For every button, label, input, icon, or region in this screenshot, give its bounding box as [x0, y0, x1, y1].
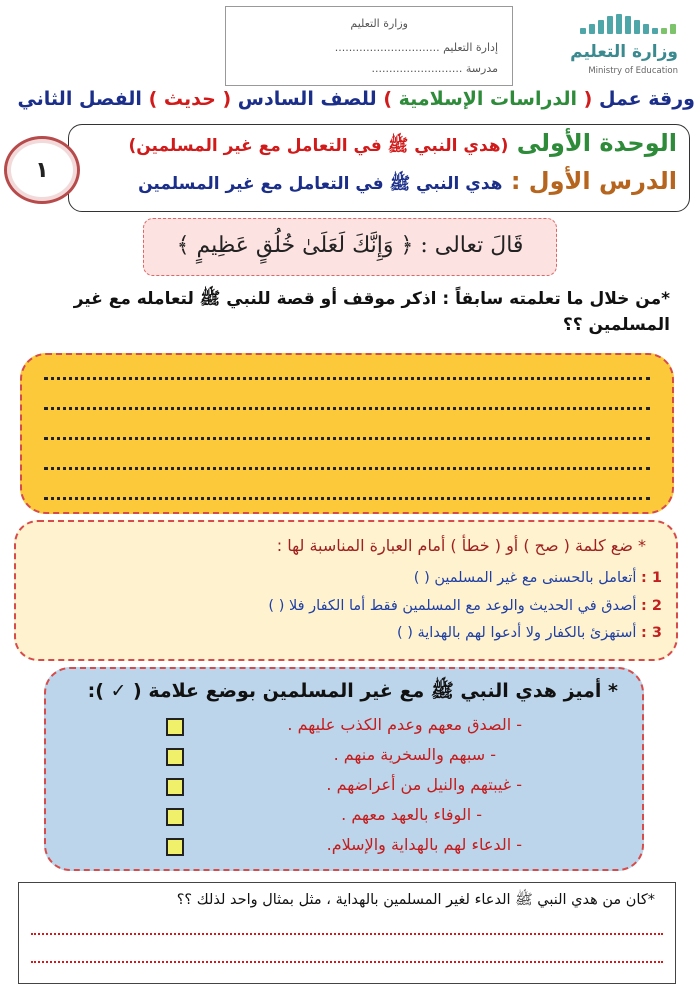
- title-paren: ): [383, 88, 392, 110]
- school-stamp-box: [225, 6, 513, 86]
- example-question-box: [18, 882, 676, 984]
- item-number: 2 :: [641, 598, 662, 614]
- item-number: 3 :: [641, 625, 662, 641]
- logo-mark-icon: [580, 12, 676, 40]
- answer-box-story[interactable]: [20, 353, 674, 514]
- checkbox[interactable]: [166, 808, 184, 826]
- stamp-ministry: وزارة التعليم: [350, 17, 408, 30]
- item-text: أصدق في الحديث والوعد مع المسلمين فقط أما الكفار فلا ( ): [268, 598, 637, 614]
- answer-line[interactable]: [44, 437, 650, 440]
- example-question: *كان من هدي النبي ﷺ الدعاء لغير المسلمين بالهداية ، مثل بمثال واحد لذلك ؟؟: [176, 892, 655, 908]
- answer-line[interactable]: [44, 497, 650, 500]
- quran-verse: قَالَ تعالى : ﴿ وَإِنَّكَ لَعَلَىٰ خُلُقٍ عَظِيمٍ ﴾: [143, 218, 557, 276]
- title-subject: الدراسات الإسلامية: [398, 88, 578, 110]
- checkbox[interactable]: [166, 718, 184, 736]
- title-branch: حديث: [163, 88, 216, 110]
- title-prefix: ورقة عمل: [598, 88, 695, 110]
- unit-label: الوحدة الأولى: [516, 129, 677, 157]
- logo-arabic-text: وزارة التعليم: [570, 42, 678, 62]
- checkmark-item: - الصدق معهم وعدم الكذب عليهم .: [287, 715, 522, 734]
- logo-english-text: Ministry of Education: [588, 66, 678, 76]
- answer-line[interactable]: [44, 467, 650, 470]
- checkmark-item: - الوفاء بالعهد معهم .: [341, 805, 482, 824]
- title-paren: (: [583, 88, 593, 110]
- lesson-title: هدي النبي ﷺ في التعامل مع غير المسلمين: [138, 174, 503, 194]
- checkmark-item: - سبهم والسخرية منهم .: [333, 745, 496, 764]
- unit-title: (هدي النبي ﷺ في التعامل مع غير المسلمين): [128, 136, 509, 156]
- answer-line[interactable]: [44, 377, 650, 380]
- question-story: *من خلال ما تعلمته سابقاً : اذكر موقف أو قصة للنبي ﷺ لتعامله مع غير المسلمين ؟؟: [73, 289, 670, 335]
- worksheet-title: [5, 88, 695, 118]
- true-false-item[interactable]: [414, 570, 662, 586]
- item-text: أستهزئ بالكفار ولا أدعوا لهم بالهداية ( ): [396, 625, 637, 641]
- answer-line[interactable]: [31, 961, 663, 963]
- checkmark-instruction: * أميز هدي النبي ﷺ مع غير المسلمين بوضع علامة ( ✓ ):: [87, 680, 618, 702]
- true-false-item[interactable]: [268, 598, 662, 614]
- unit-header-box: [68, 124, 690, 212]
- lesson-number-badge: ١: [4, 136, 80, 204]
- title-paren: ): [148, 88, 158, 110]
- unit-line: [128, 129, 677, 160]
- title-grade: للصف السادس: [237, 88, 377, 110]
- title-term: الفصل الثاني: [17, 88, 142, 110]
- checkmark-item: - الدعاء لهم بالهداية والإسلام.: [326, 835, 522, 854]
- checkmark-item: - غيبتهم والنيل من أعراضهم .: [326, 775, 522, 794]
- checkbox[interactable]: [166, 778, 184, 796]
- true-false-item[interactable]: [397, 625, 662, 641]
- answer-line[interactable]: [44, 407, 650, 410]
- true-false-instruction: * ضع كلمة ( صح ) أو ( خطأ ) أمام العبارة المناسبة لها :: [276, 536, 646, 555]
- stamp-school-field[interactable]: مدرسة ..........................: [371, 62, 498, 75]
- item-text: أتعامل بالحسنى مع غير المسلمين ( ): [413, 570, 637, 586]
- ministry-logo: [546, 12, 686, 78]
- answer-line[interactable]: [31, 933, 663, 935]
- checkmark-box: [44, 667, 644, 871]
- checkbox[interactable]: [166, 748, 184, 766]
- title-paren: (: [222, 88, 232, 110]
- item-number: 1 :: [641, 570, 662, 586]
- true-false-box: [14, 520, 678, 661]
- lesson-line: [138, 167, 677, 198]
- lesson-label: الدرس الأول :: [510, 167, 677, 195]
- stamp-admin-field[interactable]: إدارة التعليم ..............................: [334, 41, 498, 54]
- checkbox[interactable]: [166, 838, 184, 856]
